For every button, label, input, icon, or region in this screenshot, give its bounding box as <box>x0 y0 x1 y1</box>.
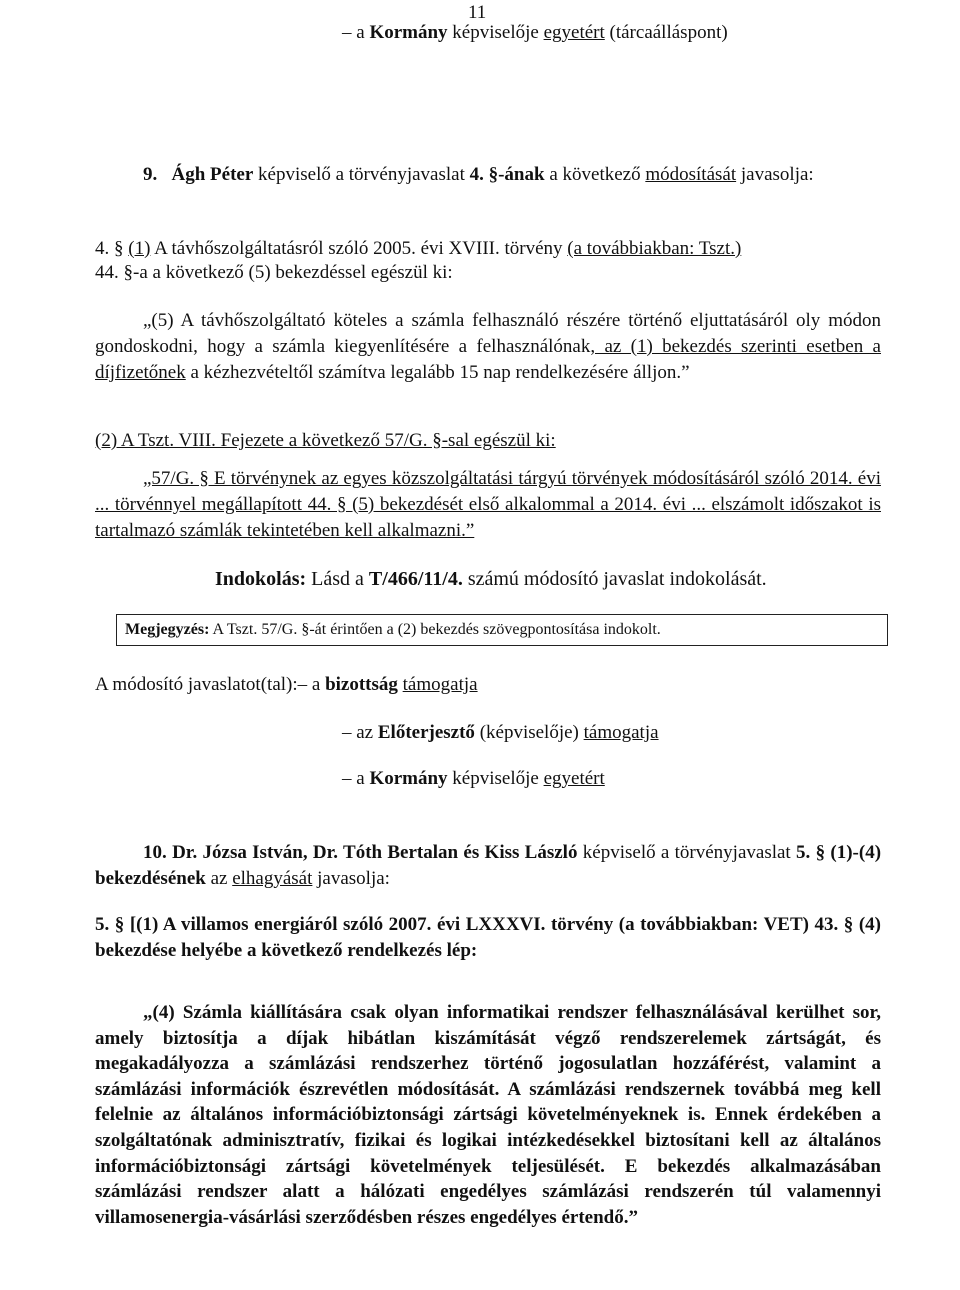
item9-intro-end: a következő <box>549 164 641 185</box>
item10-action: elhagyását <box>232 868 313 889</box>
item9-quote2 <box>95 466 881 544</box>
item10-heading <box>95 912 881 964</box>
vote-party: Előterjesztő <box>377 722 475 743</box>
vote-party: Kormány <box>369 768 448 789</box>
item9-action: módosítását <box>645 164 737 185</box>
item9-vote-2 <box>342 720 659 746</box>
item9-note-box <box>116 614 888 646</box>
item9-intro-rest: képviselő a törvényjavaslat <box>258 164 465 185</box>
law-ref: A távhőszolgáltatásról szóló 2005. évi XVIII. törvény <box>154 238 563 259</box>
item9-amend-line2: 44. §-a a következő (5) bekezdéssel egészül ki: <box>95 262 453 283</box>
vote-prefix: A módosító javaslatot(tal):– a <box>95 674 321 695</box>
para-ref: (1) <box>128 238 151 259</box>
note-text: A Tszt. 57/G. §-át érintően a (2) bekezdés szövegpontosítása indokolt. <box>212 621 661 638</box>
top-vote-line <box>342 20 728 46</box>
item10-intro <box>95 840 881 892</box>
vote-mid: képviselője <box>452 22 539 43</box>
item10-intro-tail: javasolja: <box>317 868 390 889</box>
just-ref: T/466/11/4. <box>368 568 463 590</box>
item10-number: 10. <box>143 842 167 863</box>
section-ref: 4. § <box>95 238 124 259</box>
page-number: 11 <box>468 2 487 23</box>
item10-section: 5. § (1)-(4) bekezdésének <box>95 842 882 889</box>
item10-intro-mid: az <box>210 868 228 889</box>
vote-verdict: támogatja <box>583 722 659 743</box>
just-label: Indokolás: <box>215 568 307 590</box>
item10-quote <box>95 1000 881 1230</box>
vote-prefix: – az <box>342 722 374 743</box>
item10-heading-text: 5. § [(1) A villamos energiáról szóló 2007. évi LXXXVI. törvény (a továbbiakban: VET) 43. § (4) bekezdése helyébe a következő rendelkezés lép: <box>95 914 881 961</box>
item10-quote-text: „(4) Számla kiállítására csak olyan informatikai rendszer felhasználásával kerülhet sor, amely biztosítja a díjak hibátlan kiszámítását végző rendszerelemek zártságát, és megakadályozza a számlázási rendszerhez történő jogosulatlan hozzáférést, valamint a számlázási információk észrevétlen módosítását. A számlázási rendszernek továbbá meg kell felelnie az általános információbiztonsági zártsági követelményeknek is. Ennek érdekében a szolgáltatónak adminisztratív, fizikai és logikai intézkedésekkel biztosítani kell az általános információbiztonsági zártsági követelmények teljesülését. E bekezdés alkalmazásában számlázási rendszer alatt a hálózati engedélyes számlázási rendszerén túl valamennyi villamosenergia-vásárlási szerződésben részes engedélyes értendő.” <box>95 1002 881 1228</box>
item9-vote-3 <box>342 766 605 792</box>
quote1-text: „(5) A távhőszolgáltató köteles a számla felhasználó részére történő eljuttatásáról oly módon gondoskodni, hogy a számla kiegyenlítésére a felhasználónak <box>95 310 881 357</box>
abbrev-ref: (a továbbiakban: Tszt.) <box>567 238 742 259</box>
vote-verdict: támogatja <box>402 674 478 695</box>
vote-verdict: egyetért <box>543 768 605 789</box>
quote1-end: a kézhezvételtől számítva legalább 15 nap rendelkezésére álljon.” <box>185 362 690 383</box>
vote-verdict: egyetért <box>543 22 605 43</box>
item9-sub2: (2) A Tszt. VIII. Fejezete a következő 57/G. §-sal egészül ki: <box>95 430 556 451</box>
vote-mid: képviselője <box>452 768 539 789</box>
vote-party: Kormány <box>369 22 448 43</box>
item9-intro <box>95 162 881 188</box>
item9-justification <box>215 566 767 592</box>
item10-intro-rest: képviselő a törvényjavaslat <box>582 842 791 863</box>
item9-vote-1 <box>95 672 478 698</box>
item9-amend-line1 <box>95 236 881 262</box>
just-text-end: számú módosító javaslat indokolását. <box>467 568 767 590</box>
quote2-text: „57/G. § E törvénynek az egyes közszolgáltatási tárgyú törvények módosításáról szóló 2014. évi ... törvénnyel megállapított 44. § (5) bekezdését első alkalommal a 2014. évi ... elszámolt időszakot is tartalmazó számlák tekintetében kell alkalmazni.” <box>95 468 881 541</box>
vote-paren: (tárcaálláspont) <box>609 22 728 43</box>
item9-author: Ágh Péter <box>171 164 254 185</box>
just-text: Lásd a <box>311 568 364 590</box>
vote-mid: (képviselője) <box>479 722 579 743</box>
vote-party: bizottság <box>325 674 398 695</box>
note-label: Megjegyzés: <box>125 621 210 638</box>
item10-authors: Dr. Józsa István, Dr. Tóth Bertalan és Kiss László <box>172 842 578 863</box>
vote-prefix: – a <box>342 768 365 789</box>
item9-quote1 <box>95 308 881 386</box>
item9-number: 9. <box>143 164 158 185</box>
item9-section: 4. §-ának <box>469 164 545 185</box>
quote1-underlined: , az (1) bekezdés szerinti esetben a díjfizetőnek <box>95 336 881 383</box>
item9-intro-tail: javasolja: <box>740 164 814 185</box>
vote-prefix: – a <box>342 22 365 43</box>
